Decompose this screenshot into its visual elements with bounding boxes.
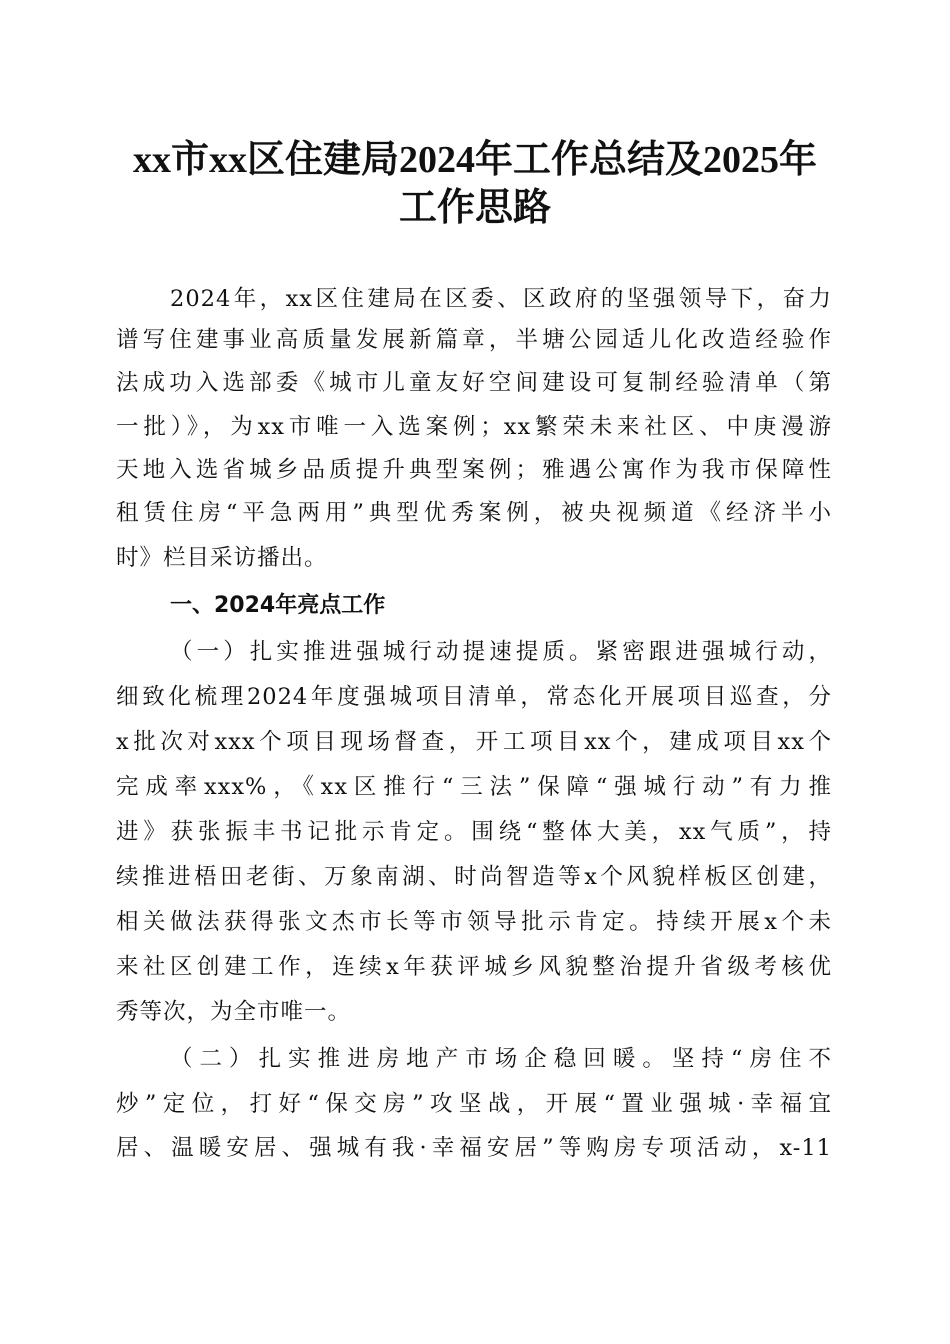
intro-line: 2024年，xx区住建局在区委、区政府的坚强领导下，奋力	[170, 286, 832, 312]
intro-line: 一批）》，为xx市唯一入选案例；xx繁荣未来社区、中庚漫游	[116, 414, 832, 440]
item1-line: （一）扎实推进强城行动提速提质。紧密跟进强城行动，	[170, 639, 832, 665]
item1-line: 进》获张振丰书记批示肯定。围绕“整体大美，xx气质”，持	[116, 819, 832, 845]
intro-line: 天地入选省城乡品质提升典型案例；雅遇公寓作为我市保障性	[116, 457, 832, 483]
item2-line: （二）扎实推进房地产市场企稳回暖。坚持“房住不	[170, 1046, 832, 1072]
item1-line: x批次对xxx个项目现场督查，开工项目xx个，建成项目xx个	[116, 729, 832, 755]
intro-line: 租赁住房“平急两用”典型优秀案例，被央视频道《经济半小	[116, 500, 832, 526]
item1-line: 相关做法获得张文杰市长等市领导批示肯定。持续开展x个未	[116, 909, 832, 935]
document-title-line-1: xx市xx区住建局2024年工作总结及2025年	[132, 139, 817, 181]
item2-line: 炒”定位，打好“保交房”攻坚战，开展“置业强城·幸福宜	[116, 1091, 832, 1117]
item2-line: 居、温暖安居、强城有我·幸福安居”等购房专项活动，x-11	[116, 1135, 832, 1161]
item1-line: 细致化梳理2024年度强城项目清单，常态化开展项目巡查，分	[116, 684, 832, 710]
item1-line: 续推进梧田老街、万象南湖、时尚智造等x个风貌样板区创建，	[116, 864, 832, 890]
item1-line: 来社区创建工作，连续x年获评城乡风貌整治提升省级考核优	[116, 954, 832, 980]
intro-line: 谱写住建事业高质量发展新篇章，半塘公园适儿化改造经验作	[116, 327, 832, 353]
document-title-line-2: 工作思路	[398, 187, 551, 229]
item1-line: 秀等次，为全市唯一。	[116, 999, 352, 1025]
item1-line: 完成率xxx%，《xx区推行“三法”保障“强城行动”有力推	[116, 774, 832, 800]
intro-line: 时》栏目采访播出。	[116, 545, 328, 571]
section-heading: 一、2024年亮点工作	[170, 593, 386, 618]
intro-line: 法成功入选部委《城市儿童友好空间建设可复制经验清单（第	[116, 370, 832, 396]
